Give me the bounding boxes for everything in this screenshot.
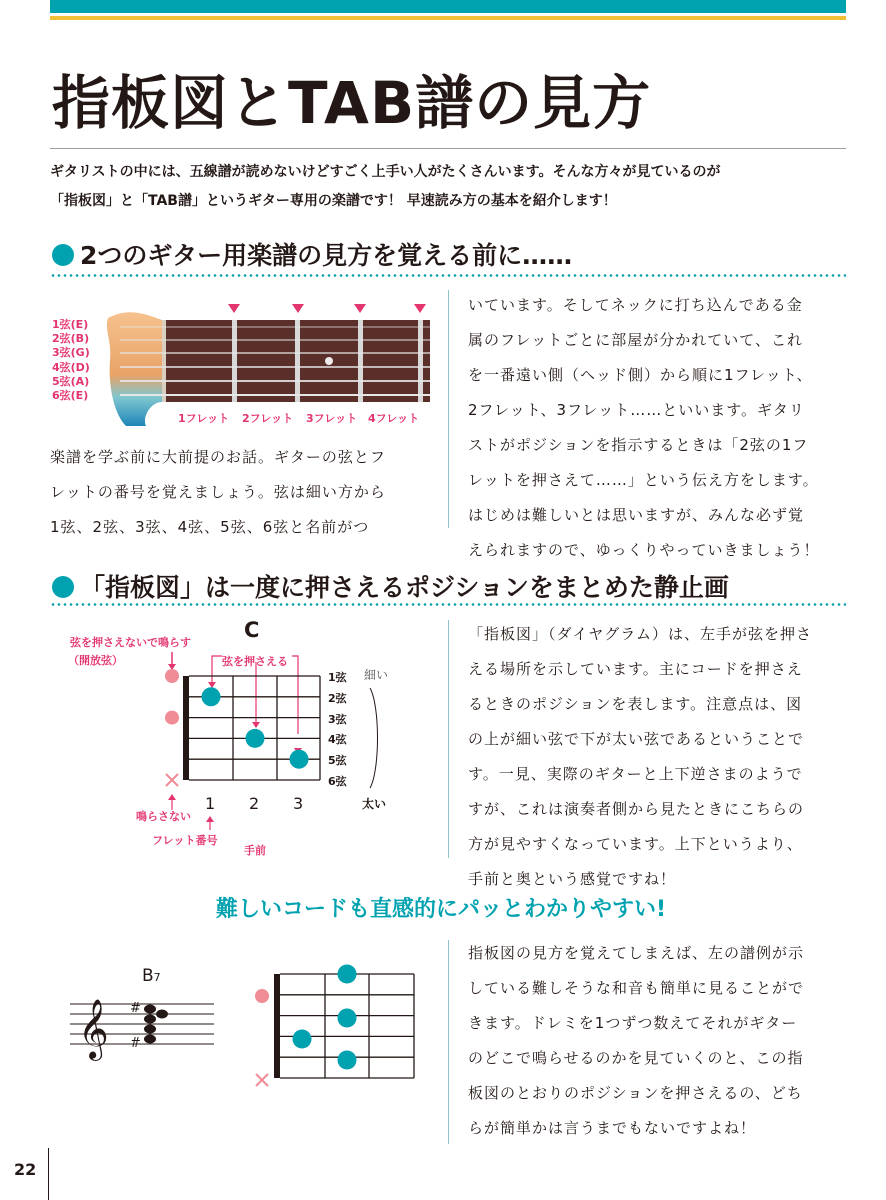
fret-wire: [295, 320, 300, 402]
front-label: 手前: [244, 844, 266, 857]
section1-left-text: [50, 440, 386, 545]
text-line: はじめは難しいとは思いますが、みんな必ず覚: [468, 506, 805, 524]
fretboard-illustration: [50, 296, 440, 428]
chord-nut: [274, 974, 280, 1078]
finger-dot: [338, 1051, 357, 1070]
fret-label: 3フレット: [306, 412, 358, 425]
press-bracket: [212, 656, 222, 660]
note-head: [144, 1005, 156, 1014]
b7-chord-diagram: [248, 962, 418, 1090]
press-string-label: 弦を押さえる: [222, 655, 288, 668]
finger-dot: [246, 729, 265, 748]
text-line: ストがポジションを指示するときは「2弦の1フ: [468, 436, 809, 454]
chord-string-label: 4弦: [328, 733, 347, 747]
header-band-teal: [50, 0, 846, 13]
column-divider: [448, 290, 449, 528]
fret-number: 3: [293, 794, 304, 813]
note-head: [144, 1025, 156, 1034]
text-line: を一番遠い側（ヘッド側）から順に1フレット、: [468, 366, 813, 384]
text-line: している難しそうな和音も簡単に見ることがで: [468, 979, 805, 997]
fret-label: 4フレット: [368, 412, 420, 425]
text-line: すが、これは演奏者側から見たときにこちらの: [468, 800, 805, 818]
position-inlay: [325, 357, 333, 365]
chord-name-c: C: [244, 618, 260, 642]
string-label: 1弦(E): [52, 318, 89, 331]
chord-string-labels: [328, 668, 347, 793]
section3-heading: 難しいコードも直感的にパッとわかりやすい!: [216, 897, 667, 922]
lead-paragraph: [50, 158, 846, 216]
finger-dot: [338, 1009, 357, 1028]
mute-x-icon: [256, 1074, 268, 1086]
pointer-arrow-head: [168, 794, 176, 800]
text-line: らが簡単かは言うまでもないですよね！: [468, 1119, 757, 1137]
string-label: 5弦(A): [52, 374, 90, 388]
open-string-dot: [165, 711, 179, 725]
pointer-arrow-head: [252, 722, 260, 728]
text-line: 手前と奥という感覚ですね！: [468, 870, 677, 888]
sharp-icon: #: [130, 1036, 141, 1051]
mute-label: 鳴らさない: [136, 810, 191, 823]
text-line: す。一見、実際のギターと上下逆さまのようで: [468, 765, 803, 783]
text-line: いています。そしてネックに打ち込んである金: [468, 296, 803, 314]
chord-string-label: 3弦: [328, 712, 347, 726]
string-label-list: [52, 318, 90, 403]
chord-string-label: 2弦: [328, 691, 347, 705]
chord-string-label: 6弦: [328, 774, 347, 788]
string-label: 4弦(D): [52, 360, 90, 374]
sharp-signs: [130, 1001, 141, 1051]
bullet-dot-icon: [52, 244, 74, 266]
title-rule: [50, 148, 846, 149]
note-head: [144, 1035, 156, 1044]
string-label: 3弦(G): [52, 346, 90, 360]
open-string-dot: [255, 989, 269, 1003]
text-line: 指板図の見方を覚えてしまえば、左の譜例が示: [468, 944, 805, 962]
page-number-rule: [48, 1148, 49, 1200]
pointer-arrow-head: [206, 816, 214, 822]
text-line: きます。ドレミを1つずつ数えてそれがギター: [468, 1014, 798, 1032]
finger-dot: [338, 965, 357, 984]
text-line: 1弦、2弦、3弦、4弦、5弦、6弦と名前がつ: [50, 518, 370, 536]
text-line: える場所を示しています。主にコードを押さえ: [468, 660, 803, 678]
chord-string-label: 1弦: [328, 671, 347, 684]
section1-heading-text: 2つのギター用楽譜の見方を覚える前に……: [80, 241, 573, 270]
finger-dot: [290, 750, 309, 769]
finger-dot: [202, 687, 221, 706]
brace-curve: [370, 688, 378, 788]
string-label: 2弦(B): [52, 332, 90, 346]
thick-label: 太い: [362, 797, 387, 811]
page-number: 22: [14, 1160, 37, 1179]
text-line: るときのポジションを表します。注意点は、図: [468, 695, 803, 713]
text-line: えられますので、ゆっくりやっていきましょう！: [468, 541, 820, 559]
fret-number-label: フレット番号: [152, 834, 218, 847]
text-line: レットを押さえて……」という伝え方をします。: [468, 471, 819, 489]
fret-marker-arrow: [292, 304, 304, 313]
fret-wire: [232, 320, 237, 402]
text-line: レットの番号を覚えましょう。弦は細い方から: [50, 483, 386, 501]
chord-root: B: [142, 966, 154, 986]
note-head: [144, 1015, 156, 1024]
text-line: 方が見やすくなっています。上下というより、: [468, 835, 803, 853]
press-bracket: [292, 656, 298, 734]
open-string-label: 弦を押さえないで鳴らす: [70, 636, 191, 649]
text-line: 「指板図」（ダイヤグラム）は、左手が弦を押さ: [468, 625, 813, 643]
fret-label: 2フレット: [242, 412, 294, 425]
pointer-arrow-head: [208, 682, 216, 688]
thin-label: 細い: [364, 668, 389, 682]
section3-right-text: [468, 936, 804, 1146]
nut: [162, 320, 166, 402]
text-line: 板図のとおりのポジションを押さえるの、どち: [468, 1084, 803, 1102]
guitar-body-shape: [107, 312, 162, 426]
section1-heading: [52, 236, 572, 272]
fret-wire: [358, 320, 363, 402]
text-line: 2フレット、3フレット……といいます。ギタリ: [468, 401, 805, 419]
note-head: [156, 1010, 168, 1019]
section2-heading-text: 「指板図」は一度に押さえるポジションをまとめた静止画: [80, 573, 729, 602]
thin-thick-brace: [366, 686, 386, 790]
fret-marker-arrow: [354, 304, 366, 313]
mute-x-icon: [166, 774, 178, 786]
page-title: 指板図とTAB譜の見方: [52, 69, 652, 137]
section1-dotted-rule: [50, 274, 846, 277]
fret-number: 1: [205, 794, 216, 813]
open-string-dot: [165, 669, 179, 683]
open-string-sub-label: （開放弦）: [68, 654, 123, 667]
fret-label: 1フレット: [178, 412, 230, 425]
text-line: のどこで鳴らせるのかを見ていくのと、この指: [468, 1049, 804, 1067]
fret-number: 2: [249, 794, 260, 813]
bullet-dot-icon: [52, 576, 74, 598]
string-label: 6弦(E): [52, 389, 89, 403]
text-line: の上が細い弦で下が太い弦であるということで: [468, 730, 805, 748]
sharp-icon: #: [130, 1001, 141, 1016]
text-line: 属のフレットごとに部屋が分かれていて、これ: [468, 331, 803, 349]
section2-right-text: [468, 617, 812, 897]
column-divider: [448, 620, 449, 858]
text-line: 楽譜を学ぶ前に大前提のお話。ギターの弦とフ: [50, 448, 386, 466]
chord-nut: [183, 676, 189, 780]
lead-line: ギタリストの中には、五線譜が読めないけどすごく上手い人がたくさんいます。そんな方々が見ているのが: [50, 164, 721, 180]
chord-suffix: 7: [153, 971, 161, 984]
column-divider: [448, 940, 449, 1144]
fret-marker-arrow: [414, 304, 426, 313]
lead-line: 「指板図」と「TAB譜」というギター専用の楽譜です！ 早速読み方の基本を紹介します！: [50, 193, 617, 209]
treble-clef-icon: 𝄞: [78, 999, 109, 1059]
section1-right-text: [468, 288, 820, 568]
section2-heading: [52, 568, 729, 604]
b7-staff-notation: [68, 990, 216, 1070]
section2-dotted-rule: [50, 603, 846, 606]
finger-dot: [293, 1030, 312, 1049]
header-band-yellow: [50, 16, 846, 20]
chord-string-label: 5弦: [328, 754, 347, 768]
fret-marker-arrow: [228, 304, 240, 313]
chord-name-b7: [142, 966, 161, 986]
fret-wire: [418, 320, 423, 402]
